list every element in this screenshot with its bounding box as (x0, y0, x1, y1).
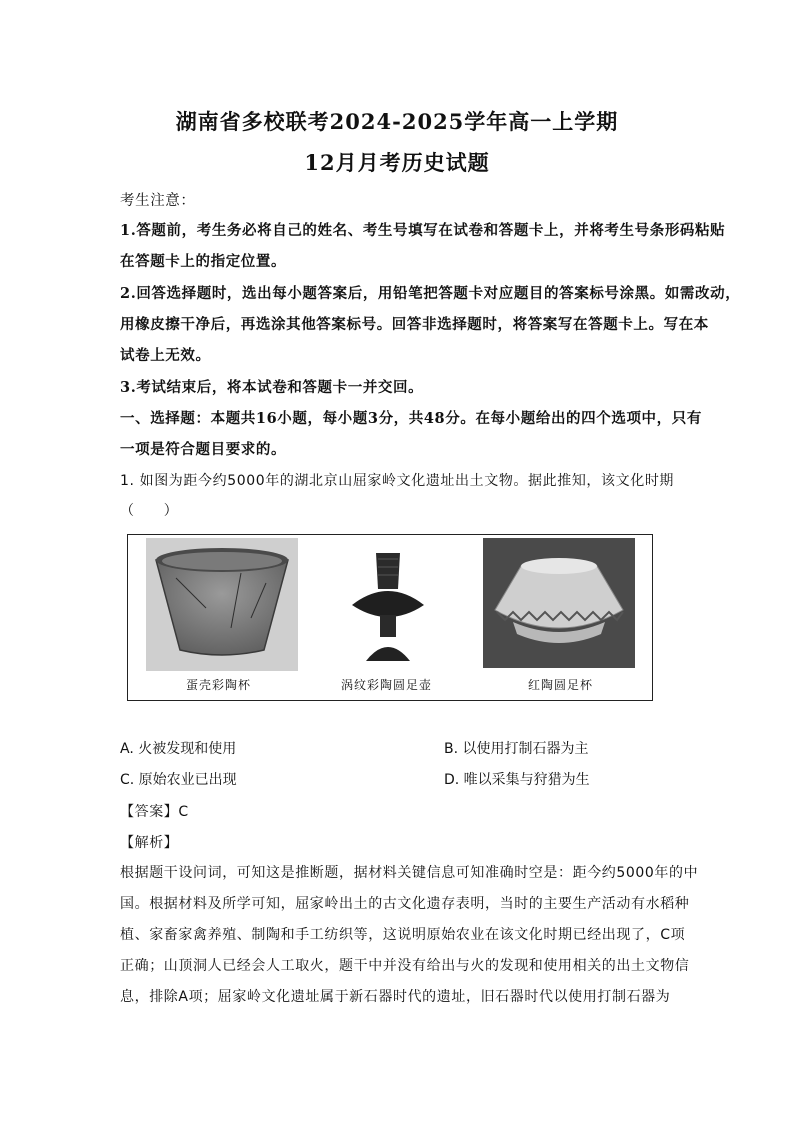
notice-item-1-line-2: 在答题卡上的指定位置。 (120, 253, 287, 270)
caption-swirl-pot: 涡纹彩陶圆足壶 (341, 678, 433, 692)
notice-item-2-line-3: 试卷上无效。 (120, 347, 211, 364)
notice-heading: 考生注意： (120, 193, 196, 209)
analysis-line: 植、家畜家禽养殖、制陶和手工纺织等，这说明原始农业在该文化时期已经出现了，C项 (120, 927, 686, 943)
question-1-stem-line-1: 1. 如图为距今约5000年的湖北京山屈家岭文化遗址出土文物。据此推知，该文化时期 (120, 473, 675, 489)
option-c: C. 原始农业已出现 (120, 772, 237, 788)
caption-red-cup: 红陶圆足杯 (528, 678, 594, 692)
caption-eggshell-cup: 蛋壳彩陶杯 (186, 678, 252, 692)
notice-item-1-line-1: 1.答题前，考生务必将自己的姓名、考生号填写在试卷和答题卡上，并将考生号条形码粘贴 (120, 222, 726, 239)
analysis-line: 息，排除A项；屈家岭文化遗址属于新石器时代的遗址，旧石器时代以使用打制石器为 (120, 989, 671, 1005)
page-subtitle: 12月月考历史试题 (304, 150, 490, 175)
question-1-stem-line-2: （ ） (120, 503, 179, 519)
notice-item-3: 3.考试结束后，将本试卷和答题卡一并交回。 (120, 379, 424, 396)
option-a: A. 火被发现和使用 (120, 741, 237, 757)
answer-label: 【答案】C (120, 804, 189, 820)
red-pottery-cup-image (483, 538, 635, 668)
analysis-heading: 【解析】 (120, 835, 179, 851)
analysis-line: 正确；山顶洞人已经会人工取火，题干中并没有给出与火的发现和使用相关的出土文物信 (120, 958, 690, 974)
eggshell-painted-cup-image (146, 538, 298, 671)
option-b: B. 以使用打制石器为主 (444, 741, 589, 757)
option-d: D. 唯以采集与狩猎为生 (444, 772, 590, 788)
analysis-line: 国。根据材料及所学可知，屈家岭出土的古文化遗存表明，当时的主要生产活动有水稻种 (120, 896, 690, 912)
swirl-painted-pot-image (338, 549, 438, 669)
section-heading-line-2: 一项是符合题目要求的。 (120, 441, 287, 458)
notice-item-2-line-1: 2.回答选择题时，选出每小题答案后，用铅笔把答题卡对应题目的答案标号涂黑。如需改动， (120, 285, 741, 302)
page-title: 湖南省多校联考2024-2025学年高一上学期 (175, 109, 619, 134)
section-heading-line-1: 一、选择题：本题共16小题，每小题3分，共48分。在每小题给出的四个选项中，只有 (120, 410, 702, 427)
notice-item-2-line-2: 用橡皮擦干净后，再选涂其他答案标号。回答非选择题时，将答案写在答题卡上。写在本 (120, 316, 709, 333)
analysis-line: 根据题干设问词，可知这是推断题，据材料关键信息可知准确时空是：距今约5000年的中 (120, 865, 699, 881)
artifact-figure (127, 534, 653, 701)
